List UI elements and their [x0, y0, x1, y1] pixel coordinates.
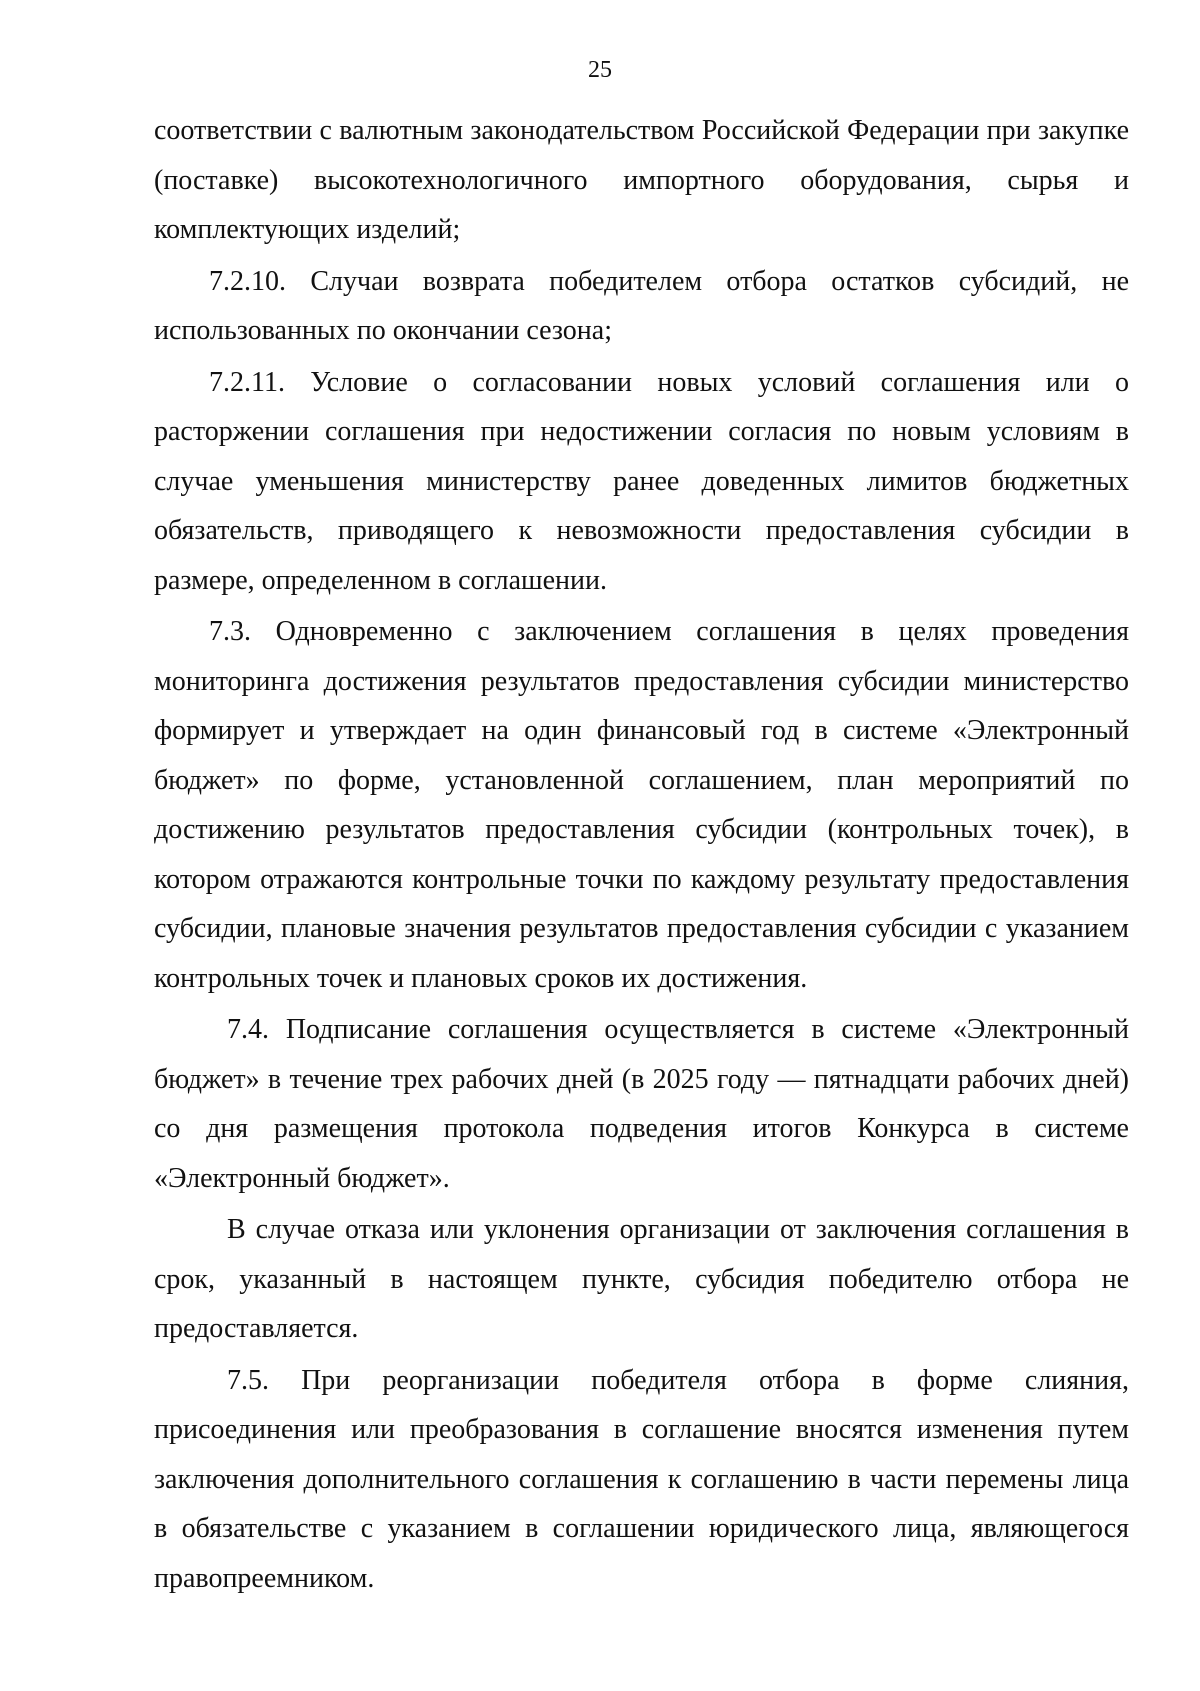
paragraph-7-5: 7.5. При реорганизации победителя отбора в форме слияния, присоединения или преобразования в соглашение вносятся изменения путем заключения дополнительного соглашения к соглашению в части перемены лица в обязательстве с указанием в соглашении юридического лица, являющегося правопреемником.: [154, 1364, 1129, 1594]
paragraph-refusal: В случае отказа или уклонения организации от заключения соглашения в срок, указанный в настоящем пункте, субсидия победителю отбора не предоставляется.: [154, 1214, 1129, 1344]
paragraph-currency-legislation: соответствии с валютным законодательством Российской Федерации при закупке (поставке) высокотехнологичного импортного оборудования, сырья и комплектующих изделий;: [154, 115, 1129, 245]
paragraph-7-3: 7.3. Одновременно с заключением соглашения в целях проведения мониторинга достижения результатов предоставления субсидии министерство формирует и утверждает на один финансовый год в системе «Электронный бюджет» по форме, установленной соглашением, план мероприятий по достижению результатов предоставления субсидии (контрольных точек), в котором отражаются контрольные точки по каждому результату предоставления субсидии, плановые значения результатов предоставления субсидии с указанием контрольных точек и плановых сроков их достижения.: [154, 616, 1129, 994]
paragraph-7-2-11: 7.2.11. Условие о согласовании новых условий соглашения или о расторжении соглашения при недостижении согласия по новым условиям в случае уменьшения министерству ранее доведенных лимитов бюджетных обязательств, приводящего к невозможности предоставления субсидии в размере, определенном в соглашении.: [154, 366, 1129, 596]
document-body: [154, 106, 1129, 1605]
paragraph-7-2-10: 7.2.10. Случаи возврата победителем отбора остатков субсидий, не использованных по окончании сезона;: [154, 265, 1129, 346]
page-number: 25: [588, 57, 612, 83]
paragraph-7-4: 7.4. Подписание соглашения осуществляется в системе «Электронный бюджет» в течение трех рабочих дней (в 2025 году — пятнадцати рабочих дней) со дня размещения протокола подведения итогов Конкурса в системе «Электронный бюджет».: [154, 1014, 1129, 1194]
